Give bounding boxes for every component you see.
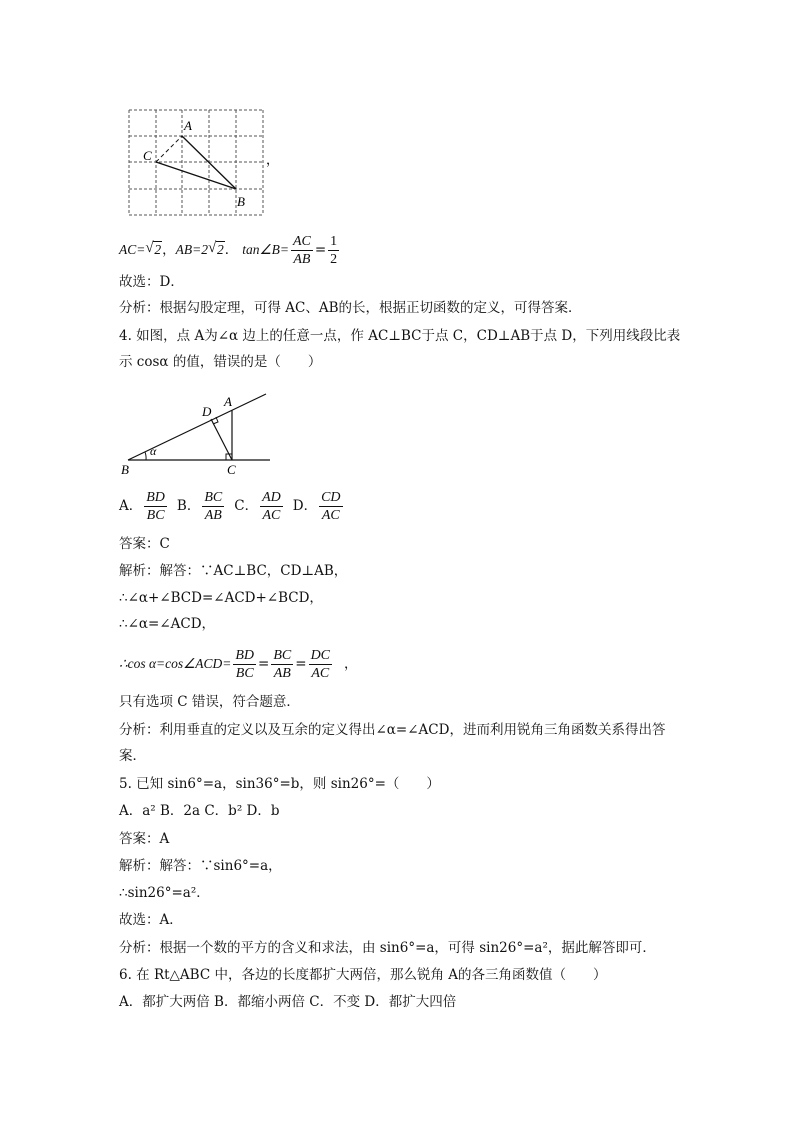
- fig2-label-alpha: α: [150, 444, 157, 458]
- equals-sign: =: [295, 656, 307, 672]
- fig1-label-a: A: [184, 118, 192, 133]
- q4-analysis-1: 分析：利用垂直的定义以及互余的定义得出∠α=∠ACD，进而利用锐角三角函数关系得出答: [119, 722, 666, 738]
- option-a-label: A．: [119, 498, 143, 514]
- equals-sign: =: [258, 656, 270, 672]
- q6-stem: 6. 在 Rt△ABC 中，各边的长度都扩大两倍，那么锐角 A的各三角函数值（ ）: [119, 967, 607, 983]
- q4-stem-line2: 示 cosα 的值，错误的是（ ）: [119, 354, 322, 370]
- fig2-label-d: D: [202, 404, 212, 419]
- fig2-label-b: B: [121, 462, 129, 477]
- q4-answer: 答案：C: [119, 536, 170, 552]
- fraction-ac-ab: $\frac{AC}{AB}$: [292, 233, 311, 267]
- q3-formula-line: [119, 230, 341, 270]
- q5-solution-2: ∴sin26°=a²．: [119, 885, 210, 901]
- fig1-comma: ，: [266, 152, 280, 167]
- option-b-fraction: $\frac{BC}{AB}$: [204, 489, 223, 523]
- q5-answer: 答案：A: [119, 831, 170, 847]
- ac-formula: AC=: [119, 242, 146, 257]
- option-b-label: B．: [176, 498, 201, 514]
- sqrt-2: √ 2: [145, 240, 162, 257]
- option-a-fraction: $\frac{BD}{BC}$: [146, 489, 165, 523]
- q4-solution-1: 解析：解答：∵AC⊥BC，CD⊥AB，: [119, 563, 348, 579]
- q4-options: [119, 484, 345, 528]
- option-c-label: C．: [234, 498, 259, 514]
- separator: ，: [162, 242, 176, 258]
- fraction-dc-ac: $\frac{DC}{AC}$: [310, 647, 331, 681]
- tan-formula: tan∠B=: [242, 242, 289, 257]
- q6-options: A．都扩大两倍 B．都缩小两倍 C．不变 D．都扩大四倍: [119, 994, 457, 1010]
- fraction-bd-bc: $\frac{BD}{BC}$: [235, 647, 255, 681]
- option-c-fraction: $\frac{AD}{AC}$: [262, 489, 281, 523]
- q4-analysis-2: 案．: [119, 748, 146, 764]
- fig2-label-a: A: [224, 394, 232, 409]
- q4-solution-2: ∴∠α+∠BCD=∠ACD+∠BCD，: [119, 590, 323, 606]
- grid-triangle-figure: [120, 104, 280, 222]
- option-d-label: D．: [292, 498, 318, 514]
- cos-formula: ∴cos α=cos∠ACD=: [119, 656, 232, 671]
- separator: ，: [344, 656, 358, 672]
- sqrt-2: √ 2: [207, 240, 224, 257]
- q5-stem: 5. 已知 sin6°=a，sin36°=b，则 sin26°=（ ）: [119, 776, 440, 792]
- fig1-label-b: B: [237, 194, 245, 209]
- option-d-fraction: $\frac{CD}{AC}$: [321, 489, 341, 523]
- q4-conclusion: 只有选项 C 错误，符合题意．: [119, 694, 300, 710]
- angle-alpha-figure: [118, 388, 278, 480]
- q3-analysis: 分析：根据勾股定理，可得 AC、AB的长，根据正切函数的定义，可得答案．: [119, 300, 582, 316]
- fig2-label-c: C: [227, 462, 236, 477]
- q5-options: A．a² B．2a C．b² D．b: [119, 803, 280, 819]
- q3-choice: 故选：D．: [119, 274, 184, 290]
- ab-formula: AB=2: [175, 242, 208, 257]
- equals-sign: =: [314, 242, 327, 258]
- q4-stem-line1: 4. 如图，点 A为∠α 边上的任意一点，作 AC⊥BC于点 C，CD⊥AB于点 D，下列用线段比表: [119, 328, 681, 344]
- separator: ．: [224, 242, 239, 258]
- fraction-bc-ab: $\frac{BC}{AB}$: [273, 647, 292, 681]
- q5-solution-1: 解析：解答：∵sin6°=a，: [119, 858, 282, 874]
- q5-choice: 故选：A．: [119, 912, 183, 928]
- q4-solution-3: ∴∠α=∠ACD，: [119, 616, 216, 632]
- q5-analysis: 分析：根据一个数的平方的含义和求法，由 sin6°=a，可得 sin26°=a²，据此解答即可．: [119, 940, 656, 956]
- fig1-label-c: C: [143, 148, 152, 163]
- fraction-one-half: $\frac{1}{2}$: [330, 233, 338, 267]
- q4-solution-4: [119, 642, 358, 686]
